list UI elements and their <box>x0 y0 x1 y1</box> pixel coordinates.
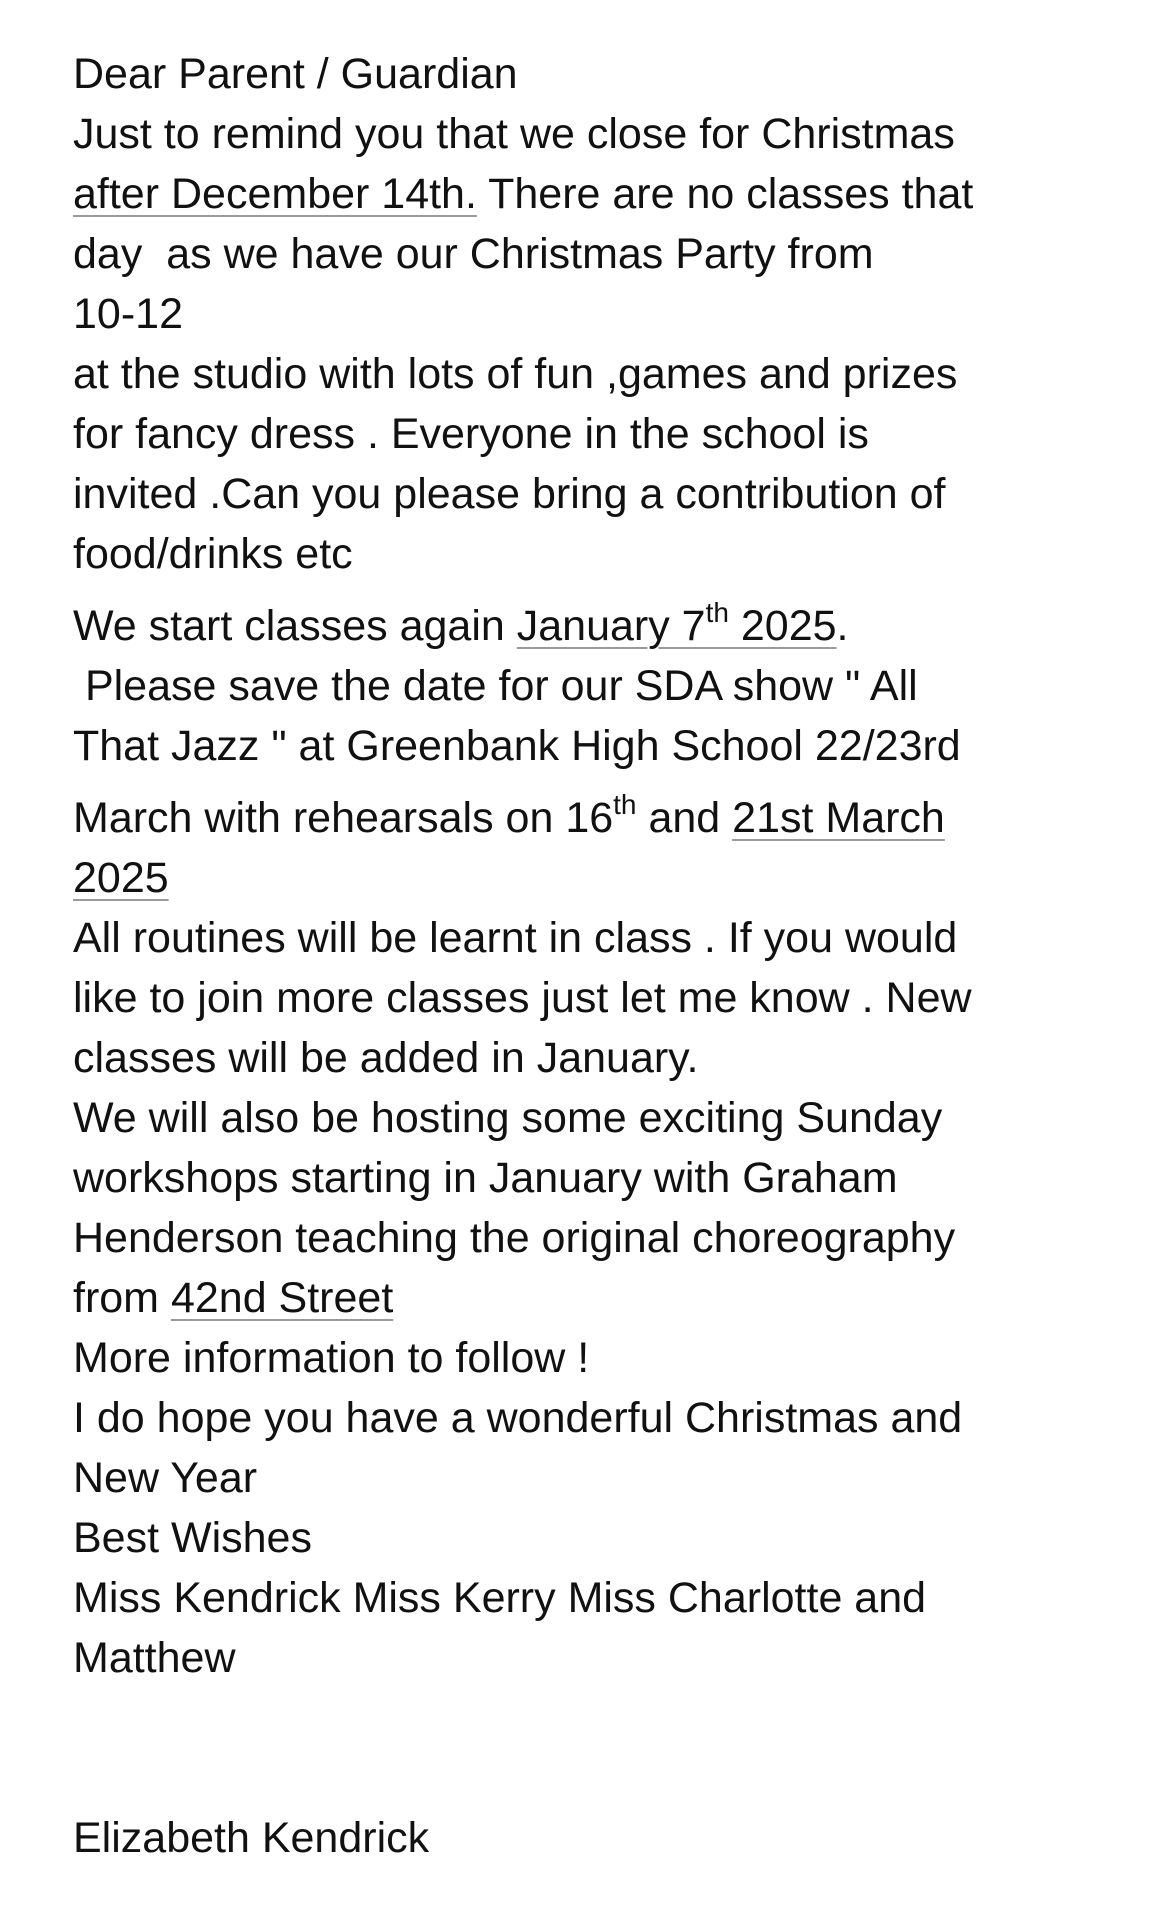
rehearsal-line <box>73 776 1123 848</box>
routines-line: All routines will be learnt in class . If you would <box>73 914 958 962</box>
rehearsal-year-line <box>73 848 1123 908</box>
party-details-line: invited .Can you please bring a contribution of <box>73 470 946 518</box>
signature: Elizabeth Kendrick <box>73 1814 430 1862</box>
restart-date-year: 2025 <box>728 602 837 650</box>
staff-names: Miss Kendrick Miss Kerry Miss Charlotte and <box>73 1574 927 1622</box>
restart-prefix: We start classes again <box>73 602 517 650</box>
workshop-line: We will also be hosting some exciting Sunday <box>73 1094 943 1142</box>
workshop-line <box>73 1268 1123 1328</box>
restart-line <box>73 584 1123 656</box>
show-line: Please save the date for our SDA show " All <box>73 662 918 710</box>
restart-date <box>516 597 837 650</box>
routines-line: classes will be added in January. <box>73 1034 699 1082</box>
rehearsal-date: 21st March <box>732 794 945 842</box>
rehearsal-year: 2025 <box>73 854 169 902</box>
rehearsal-mid: and <box>636 794 733 842</box>
more-info-line: More information to follow ! <box>73 1334 590 1382</box>
staff-names: Matthew <box>73 1634 236 1682</box>
rehearsal-date-suffix: th <box>613 789 637 820</box>
routines-line: like to join more classes just let me know . New <box>73 974 972 1022</box>
restart-suffix: . <box>836 602 849 650</box>
rehearsal-prefix: March with rehearsals on 16 <box>73 794 614 842</box>
closing-notice-line: Just to remind you that we close for Christmas <box>73 110 955 158</box>
party-line: day as we have our Christmas Party from <box>73 230 874 278</box>
workshop-line: workshops starting in January with Graham <box>73 1154 898 1202</box>
sign-off: Best Wishes <box>73 1514 312 1562</box>
party-time: 10-12 <box>73 290 183 338</box>
party-details-line: for fancy dress . Everyone in the school is <box>73 410 869 458</box>
greeting: Dear Parent / Guardian <box>73 50 518 98</box>
restart-date-month: January 7 <box>516 602 706 650</box>
letter-body <box>73 44 1123 1868</box>
closing-date-line <box>73 164 1123 224</box>
party-details-line: food/drinks etc <box>73 530 353 578</box>
workshop-prefix: from <box>73 1274 171 1322</box>
workshop-line: Henderson teaching the original choreography <box>73 1214 956 1262</box>
closing-date-rest: There are no classes that <box>476 170 974 218</box>
closing-date: after December 14th. <box>73 170 477 218</box>
restart-date-suffix: th <box>705 597 729 628</box>
wishes-line: New Year <box>73 1454 258 1502</box>
show-line: That Jazz " at Greenbank High School 22/23rd <box>73 722 961 770</box>
party-details-line: at the studio with lots of fun ,games and prizes <box>73 350 958 398</box>
wishes-line: I do hope you have a wonderful Christmas and <box>73 1394 963 1442</box>
spacer <box>73 1688 1123 1808</box>
show-title-42nd-street: 42nd Street <box>170 1274 394 1322</box>
